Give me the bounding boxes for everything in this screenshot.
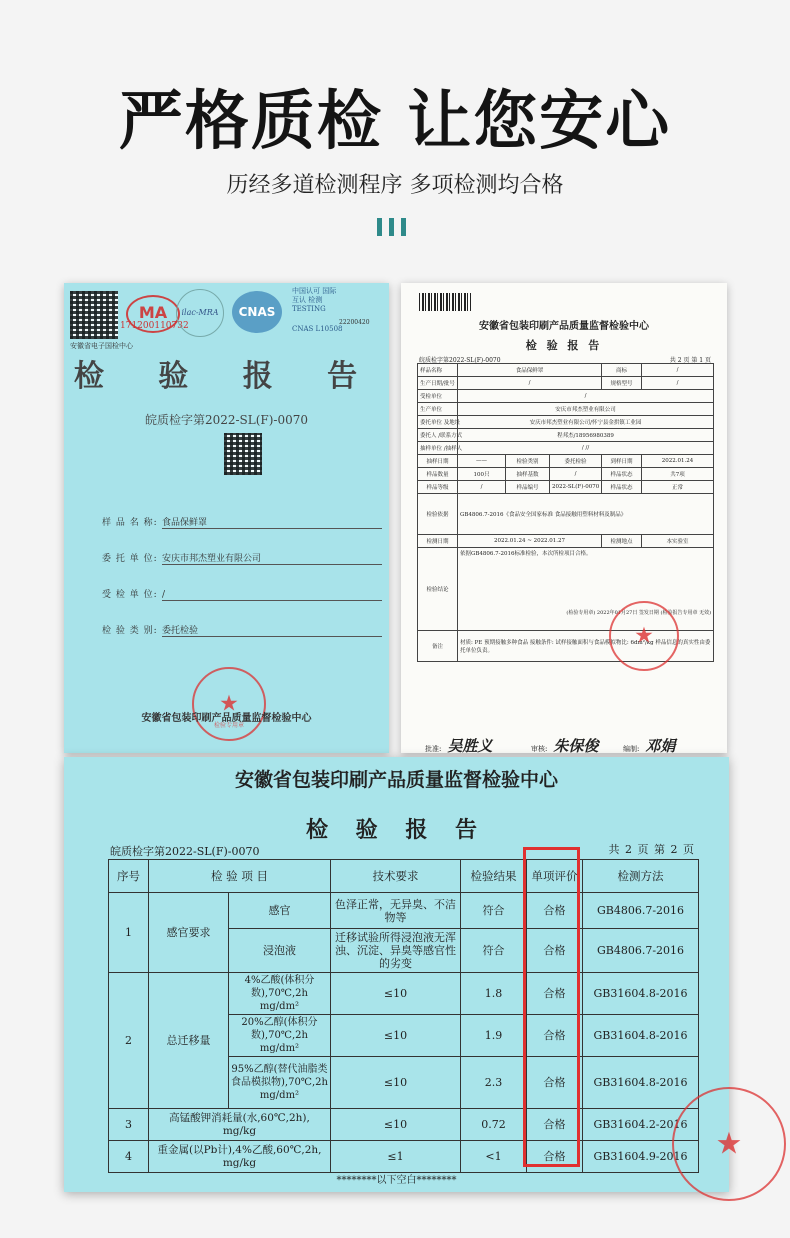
doc-number: 皖质检字第2022-SL(F)-0070 — [419, 357, 501, 364]
cnas-caption: 中国认可 国际互认 检测 TESTING — [292, 287, 337, 313]
field-sample-name: 样 品 名 称: 食品保鲜罩 — [102, 515, 382, 529]
institution-name: 安徽省包装印刷产品质量监督检验中心 — [234, 769, 558, 791]
table-row: 95%乙醇(替代油脂类食品模拟物),70℃,2h mg/dm² ≤10 2.3 合格 GB31604.8-2016 — [109, 1057, 699, 1109]
table-row: 20%乙醇(体积分数),70℃,2h mg/dm² ≤10 1.9 合格 GB31604.8-2016 — [109, 1015, 699, 1057]
doc-number: 皖质检字第2022-SL(F)-0070 — [110, 845, 260, 858]
page-title: 严格质检 让您安心 — [118, 85, 672, 159]
seal-stamp-icon: ★ — [609, 601, 679, 671]
barcode-icon — [419, 293, 471, 311]
field-inspection-type: 检 验 类 别: 委托检验 — [102, 623, 382, 637]
cma-number: 171200110732 — [120, 321, 189, 331]
seal-stamp-icon: ★ — [672, 1087, 786, 1201]
evaluation-highlight-box — [523, 847, 580, 1167]
small-number: 22200420 — [339, 319, 370, 326]
report-cover-card — [64, 283, 389, 753]
qr-code-icon — [70, 291, 118, 339]
page-subtitle: 历经多道检测程序 多项检测均合格 — [226, 173, 564, 198]
report-page1-card — [401, 283, 727, 753]
table-row: 1 感官要求 感官 色泽正常，无异臭、不洁物等 符合 合格 GB4806.7-2016 — [109, 893, 699, 929]
table-row: 4 重金属(以Pb计),4%乙酸,60℃,2h, mg/kg ≤1 <1 合格 GB31604.9-2016 — [109, 1141, 699, 1173]
ilac-logo-icon: ilac-MRA — [176, 289, 224, 337]
cnas-number: CNAS L10508 — [292, 325, 343, 333]
doc-number: 皖质检字第2022-SL(F)-0070 — [144, 413, 309, 427]
report-info-table: 样品名称 食品保鲜罩 商标 / 生产日期/批号 / 规格型号 / 受检单位 / 生产单位 安庆市邦杰塑业有限公司 委托单位 及地址 安庆市邦杰塑业有限公司/怀宁县金拱镇工业园 委托人 /联系方式 程邦杰/18956980389 抽样单位 /抽样人 / // 抽样日期 —— 检验类别 委托检验 到样日期 2022.01.24 样品数量 100只 抽样基数 / 样品状态 共7项 样品等级 / 样品编号 2022-SL(F)-0070 样品状态 正常 检验依据 GB4806.7-2016《食品安全国家标准 食品接触用塑料材料及制品》 检测日期 2022.01.24 ~ 2022.01.27 检测地点 本实验室 检验结论 依据GB4806.7-2016标准检验，本次所检项目合格。 (检验专用章) 2022年01月27日 签发日期 (检验报告专用章 无效) 备注 材质: PE 预期接触多种食品 接触条件: 试样接触面积与食品模拟物比: 6dm²/kg 样品信息的真实性由委托单位负责。 — [417, 363, 714, 662]
results-table — [108, 859, 699, 1173]
table-row: 浸泡液 迁移试验所得浸泡液无浑浊、沉淀、异臭等感官性的劣变 符合 合格 GB4806.7-2016 — [109, 929, 699, 973]
divider-bars-icon — [377, 218, 406, 236]
institution-name: 安徽省包装印刷产品质量监督检验中心 — [141, 713, 312, 724]
signature-approve: 批准: 吴胜义 — [425, 737, 493, 755]
table-row: 3 高锰酸钾消耗量(水,60℃,2h), mg/kg ≤10 0.72 合格 GB31604.2-2016 — [109, 1109, 699, 1141]
table-row: 2 总迁移量 4%乙酸(体积分数),70℃,2h mg/dm² ≤10 1.8 合格 GB31604.8-2016 — [109, 973, 699, 1015]
qr-code-icon — [224, 433, 262, 475]
cma-logo-icon: MA — [126, 295, 180, 333]
table-header: 序号 检 验 项 目 技术要求 检验结果 单项评价 检测方法 — [109, 860, 699, 893]
blank-below-note: ********以下空白******** — [336, 1175, 457, 1186]
signature-review: 审核: 朱保俊 — [531, 737, 599, 755]
qr-caption: 安徽省电子国检中心 — [70, 342, 133, 350]
field-inspected-unit: 受 检 单 位: / — [102, 587, 382, 601]
report-title: 检 验 报 告 — [525, 339, 603, 352]
report-title: 检 验 报 告 — [306, 817, 487, 843]
report-title: 检 验 报 告 — [73, 359, 380, 394]
seal-stamp-icon: ★ 检验专用章 — [192, 667, 266, 741]
report-page2-card — [64, 757, 743, 1192]
cnas-logo-icon: CNAS — [232, 291, 282, 333]
signature-make: 编制: 邓娟 — [623, 737, 676, 755]
institution-name: 安徽省包装印刷产品质量监督检验中心 — [479, 321, 649, 332]
page-count: 共 2 页 第 1 页 — [669, 357, 711, 364]
field-client: 委 托 单 位: 安庆市邦杰塑业有限公司 — [102, 551, 382, 565]
page-count: 共 2 页 第 2 页 — [608, 843, 695, 856]
